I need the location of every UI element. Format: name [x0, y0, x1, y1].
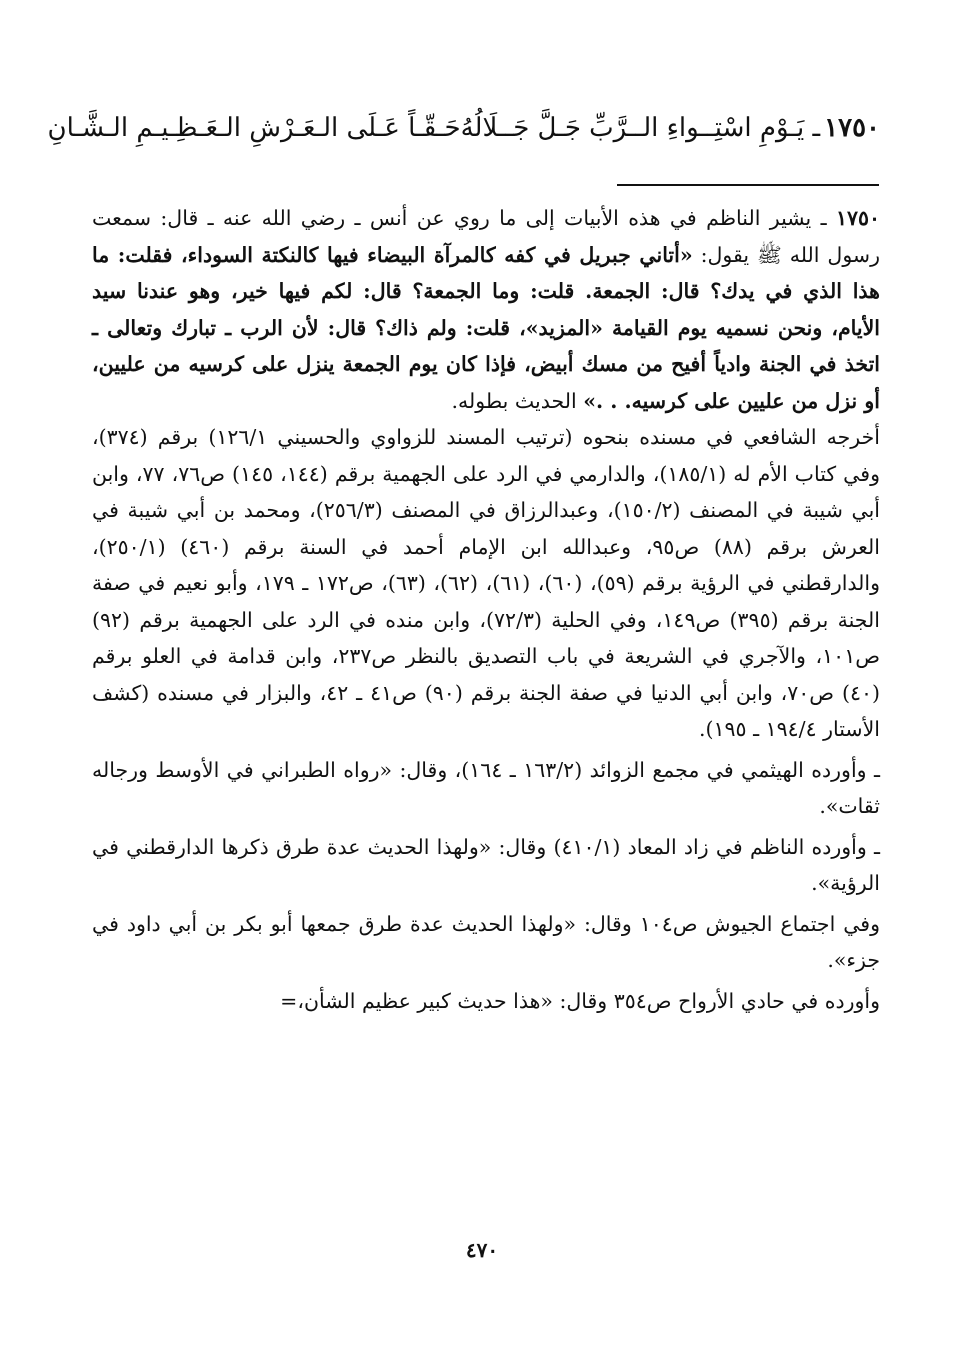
footnote-number: ١٧٥٠ — [835, 206, 880, 230]
hadi-al-arwah-paragraph: وأورده في حادي الأرواح ص٣٥٤ وقال: «هذا حديث كبير عظيم الشأن،= — [280, 988, 880, 1013]
verse-second-hemistich: حَـقّـاً عَـلَى الـعَـرْشِ الـعَـظِـيـمِ الـشَّـانِ — [47, 113, 461, 143]
footnotes — [92, 200, 880, 1019]
verse-first-hemistich — [461, 104, 880, 152]
hemistich-1-text: ـ يَـوْمِ اسْتِــواءِ الــرَّبِّ جَـلَّ جَــلَالُهُ — [460, 113, 821, 143]
footnote-intro: ـ يشير الناظم في هذه الأبيات إلى ما روي عن أنس ـ رضي الله عنه ـ قال: سمعت رسول الله ﷺ يقول: — [92, 206, 880, 267]
takhrij-paragraph: أخرجه الشافعي في مسنده بنحوه (ترتيب المسند للزواوي والحسيني ١٢٦/١) برقم (٣٧٤)، وفي كتاب الأم له (١٨٥/١)، والدارمي في الرد على الجهمية برقم (١٤٤، ١٤٥) ص٧٦، ٧٧، وابن أبي شيبة في المصنف (١٥٠/٢)، وعبدالرزاق في المصنف (٢٥٦/٣)، ومحمد بن أبي شيبة في العرش برقم (٨٨) ص٩٥، وعبدالله ابن الإمام أحمد في السنة برقم (٤٦٠) (٢٥٠/١)، والدارقطني في الرؤية برقم (٥٩)، (٦٠)، (٦١)، (٦٢)، (٦٣)، ص١٧٢ ـ ١٧٩، وأبو نعيم في صفة الجنة برقم (٣٩٥) ص١٤٩، وفي الحلية (٧٢/٣)، وابن منده في الرد على الجهمية برقم (٩٢) ص١٠١، والآجري في الشريعة في باب التصديق بالنظر ص٢٣٧، وابن قدامة في العلو برقم (٤٠) ص٧٠، وابن أبي الدنيا في صفة الجنة برقم (٩٠) ص٤١ ـ ٤٢، والبزار في مسنده (كشف الأستار ١٩٤/٤ ـ ١٩٥). — [92, 425, 881, 741]
footnote-separator — [617, 184, 879, 186]
haythami-paragraph: ـ وأورده الهيثمي في مجمع الزوائد (١٦٣/٢ ـ ١٦٤)، وقال: «رواه الطبراني في الأوسط ورجاله ثقات». — [92, 757, 880, 818]
footnote-1750 — [92, 200, 880, 419]
ijtima-al-juyush-paragraph: وفي اجتماع الجيوش ص١٠٤ وقال: «ولهذا الحديث عدة طرق جمعها أبو بكر بن أبي داود في جزء». — [92, 911, 880, 972]
verse-number: ١٧٥٠ — [824, 113, 880, 143]
zad-al-maad-paragraph: ـ وأورده الناظم في زاد المعاد (٤١٠/١) وقال: «ولهذا الحديث عدة طرق ذكرها الدارقطني في الرؤية». — [92, 834, 880, 895]
hadith-quote: «أتاني جبريل في كفه كالمرآة البيضاء فيها كالنكتة السوداء، فقلت: ما هذا الذي في يدك؟ قال: الجمعة. قلت: وما الجمعة؟ قال: لكم فيها خير، وهو عندنا سيد الأيام، ونحن نسميه يوم القيامة «المزيد»، قلت: ولم ذاك؟ قال: لأن الرب ـ تبارك وتعالى ـ اتخذ في الجنة وادياً أفيح من مسك أبيض، فإذا كان يوم الجمعة ينزل على كرسيه من عليين، أو نزل من عليين على كرسيه. . .» — [92, 242, 880, 413]
page-number: ٤٧٠ — [465, 1238, 499, 1262]
poem-verse — [47, 104, 880, 152]
footnote-tail: الحديث بطوله. — [451, 388, 584, 413]
